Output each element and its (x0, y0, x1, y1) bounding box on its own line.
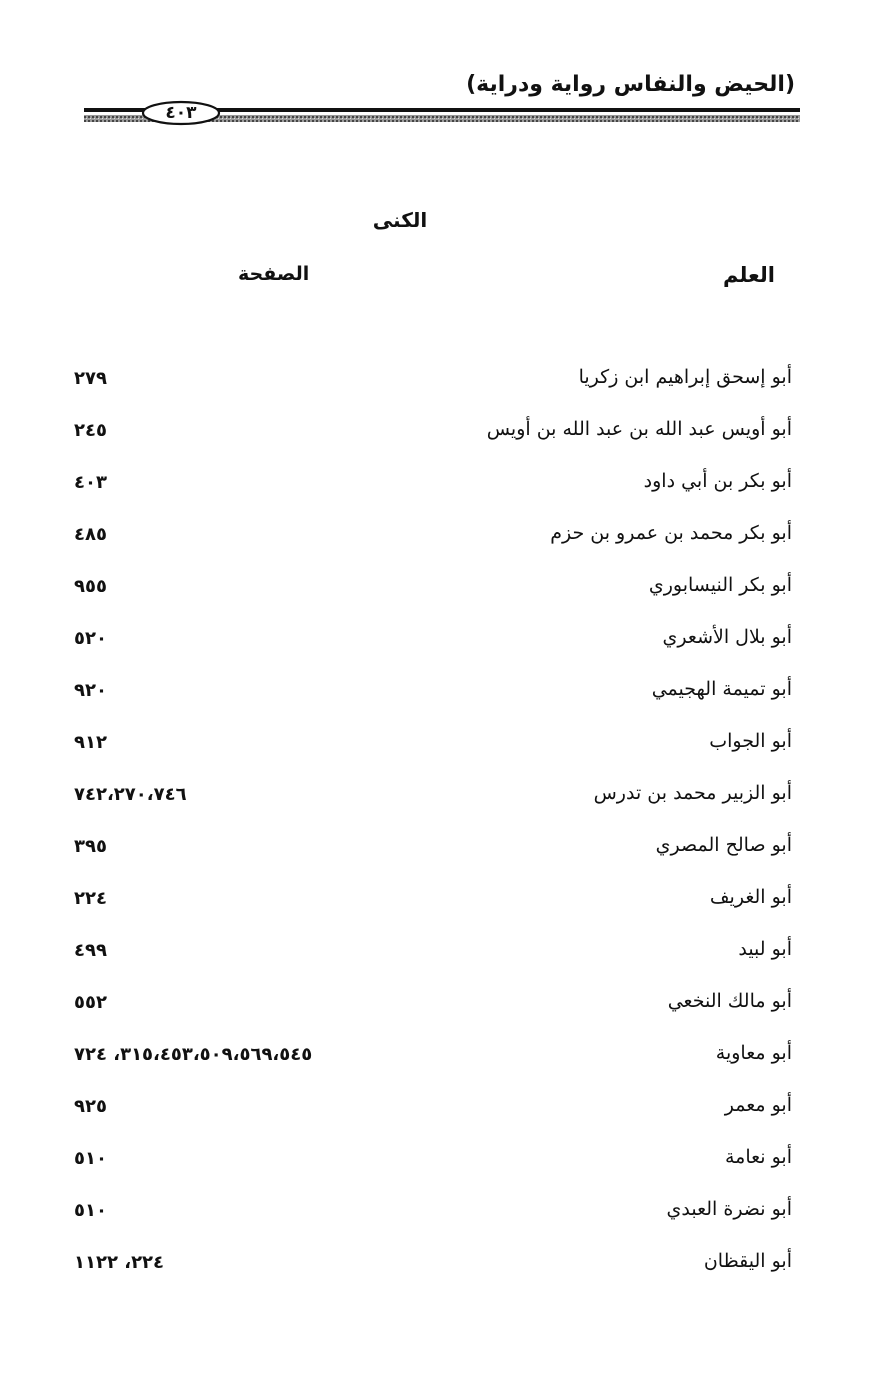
index-entry (74, 990, 792, 1042)
index-entry (74, 366, 792, 418)
entry-pages: ٩٢٠ (74, 680, 107, 701)
entry-name: أبو الغريف (709, 886, 792, 908)
column-header-page: الصفحة (238, 263, 310, 285)
index-entry (74, 730, 792, 782)
column-header-name: العلم (723, 263, 775, 287)
entry-pages: ٥١٠ (74, 1200, 107, 1221)
entry-pages: ٣٩٥ (74, 836, 107, 857)
page-number: ٤٠٣ (165, 103, 197, 123)
entry-name: أبو نضرة العبدي (666, 1198, 792, 1220)
index-entry (74, 678, 792, 730)
index-entry (74, 418, 792, 470)
entry-pages: ٢٢٤، ١١٢٢ (74, 1252, 165, 1273)
entry-pages: ٢٤٥ (74, 420, 107, 441)
entry-pages: ٣١٥،٤٥٣،٥٠٩،٥٦٩،٥٤٥، ٧٢٤ (74, 1044, 313, 1065)
entry-name: أبو معمر (724, 1094, 792, 1116)
entry-name: أبو صالح المصري (655, 834, 792, 856)
entry-pages: ٩١٢ (74, 732, 107, 753)
index-entry (74, 1094, 792, 1146)
entry-name: أبو بكر محمد بن عمرو بن حزم (550, 522, 792, 544)
entry-name: أبو اليقظان (703, 1250, 792, 1272)
index-entry (74, 470, 792, 522)
entry-pages: ٧٤٢،٢٧٠،٧٤٦ (74, 784, 187, 805)
entry-name: أبو بكر النيسابوري (648, 574, 792, 596)
index-entry (74, 1146, 792, 1198)
index-entry (74, 574, 792, 626)
entry-pages: ٢٧٩ (74, 368, 107, 389)
index-entry (74, 834, 792, 886)
entry-name: أبو نعامة (724, 1146, 792, 1168)
entry-pages: ٤٨٥ (74, 524, 107, 545)
entry-name: أبو الزبير محمد بن تدرس (593, 782, 792, 804)
index-list (74, 366, 792, 1302)
index-entry (74, 1198, 792, 1250)
entry-pages: ٢٢٤ (74, 888, 107, 909)
running-title: (الحيض والنفاس رواية ودراية) (466, 72, 795, 97)
entry-pages: ٩٢٥ (74, 1096, 107, 1117)
entry-name: أبو الجواب (709, 730, 792, 752)
index-entry (74, 626, 792, 678)
entry-pages: ٩٥٥ (74, 576, 107, 597)
entry-name: أبو تميمة الهجيمي (651, 678, 792, 700)
entry-pages: ٥١٠ (74, 1148, 107, 1169)
index-entry (74, 938, 792, 990)
entry-pages: ٤٩٩ (74, 940, 107, 961)
entry-name: أبو معاوية (715, 1042, 792, 1064)
entry-name: أبو بكر بن أبي داود (643, 470, 792, 492)
index-entry (74, 1250, 792, 1302)
entry-name: أبو بلال الأشعري (662, 626, 792, 648)
entry-name: أبو أويس عبد الله بن عبد الله بن أويس (486, 418, 792, 440)
entry-name: أبو إسحق إبراهيم ابن زكريا (578, 366, 792, 388)
entry-pages: ٥٢٠ (74, 628, 107, 649)
index-entry (74, 1042, 792, 1094)
entry-pages: ٤٠٣ (74, 472, 107, 493)
section-title: الكنى (372, 208, 428, 232)
entry-pages: ٥٥٢ (74, 992, 107, 1013)
entry-name: أبو لبيد (738, 938, 792, 960)
index-entry (74, 522, 792, 574)
index-entry (74, 886, 792, 938)
index-entry (74, 782, 792, 834)
entry-name: أبو مالك النخعي (667, 990, 792, 1012)
